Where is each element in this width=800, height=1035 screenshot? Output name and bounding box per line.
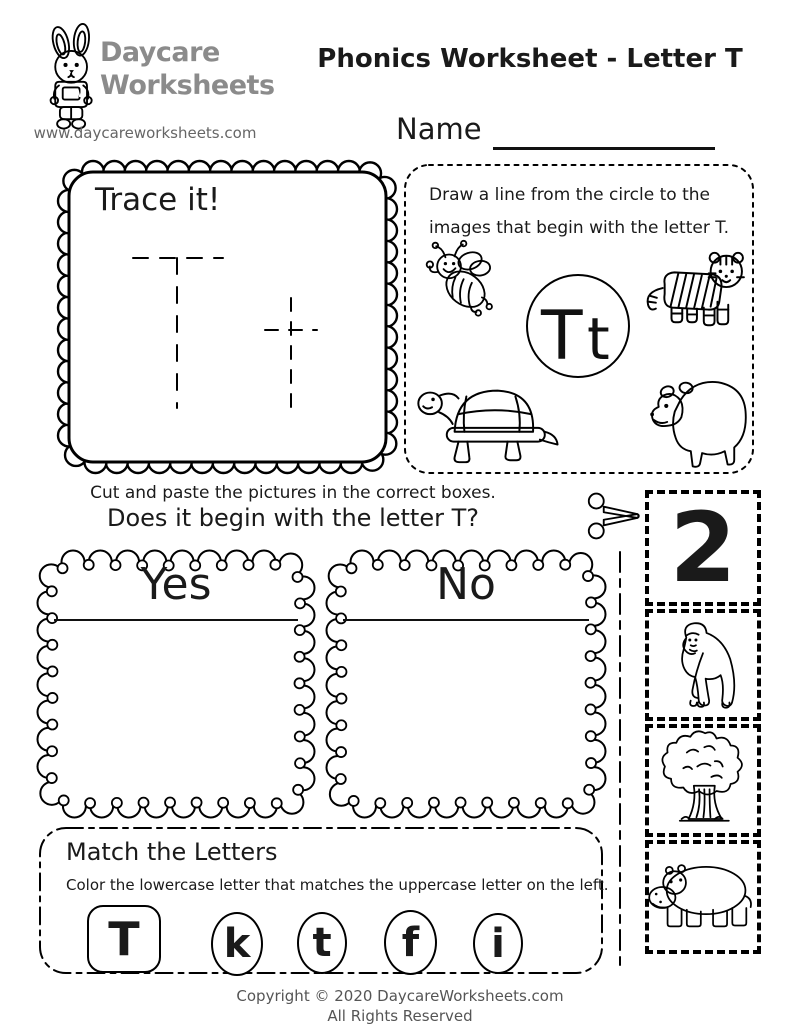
draw-instruction: Draw a line from the circle to the images that begin with the letter T. [429, 185, 729, 238]
match-option-f[interactable]: f [384, 910, 437, 975]
match-uppercase-T: T [87, 905, 161, 973]
no-drop-area[interactable] [341, 625, 591, 805]
match-instruction: Color the lowercase letter that matches the uppercase letter on the left. [66, 876, 609, 894]
footer [0, 986, 800, 1026]
yes-divider [54, 619, 298, 621]
match-option-k[interactable]: k [211, 912, 263, 976]
footer-copyright: Copyright © 2020 DaycareWorksheets.com [236, 987, 564, 1005]
yes-box [36, 549, 316, 819]
hippo-image [648, 859, 758, 936]
logo-line2: Worksheets [100, 70, 275, 101]
piece-number-box[interactable] [645, 490, 761, 606]
logo-badge-text: DW [65, 89, 84, 101]
name-label: Name [396, 112, 482, 146]
cut-question: Does it begin with the letter T? [107, 504, 479, 532]
cut-instruction: Cut and paste the pictures in the correct boxes. [90, 483, 496, 503]
logo-title [100, 36, 275, 102]
circle-uppercase: T [541, 297, 583, 376]
trace-title: Trace it! [95, 182, 221, 218]
bunny-logo [44, 22, 102, 136]
logo-url: www.daycareworksheets.com [33, 124, 257, 142]
no-box [325, 549, 607, 819]
no-divider [343, 619, 589, 621]
piece-tree-box[interactable] [645, 724, 761, 837]
cut-line [617, 552, 623, 972]
piece-hippo-box[interactable] [645, 840, 761, 954]
letter-circle[interactable] [525, 273, 631, 379]
bear-image[interactable] [637, 368, 755, 474]
no-label: No [436, 558, 496, 610]
yes-drop-area[interactable] [52, 625, 300, 805]
gorilla-image [659, 616, 747, 715]
name-input-line[interactable] [493, 117, 715, 150]
trace-box [55, 158, 400, 476]
page-number: 2 [669, 492, 737, 604]
piece-gorilla-box[interactable] [645, 609, 761, 721]
footer-rights: All Rights Reserved [327, 1007, 473, 1025]
page-title: Phonics Worksheet - Letter T [317, 44, 743, 74]
match-option-t[interactable]: t [297, 912, 347, 974]
logo-line1: Daycare [100, 37, 220, 68]
tiger-image[interactable] [639, 245, 749, 335]
bee-image[interactable] [418, 239, 502, 323]
turtle-image[interactable] [411, 371, 559, 471]
draw-line-box [403, 163, 755, 475]
tree-image [657, 728, 749, 833]
yes-label: Yes [140, 558, 212, 610]
trace-letters[interactable] [55, 158, 400, 476]
match-title: Match the Letters [66, 838, 278, 866]
match-option-i[interactable]: i [473, 913, 523, 974]
circle-lowercase: t [587, 305, 610, 373]
scissors-icon [586, 487, 642, 545]
